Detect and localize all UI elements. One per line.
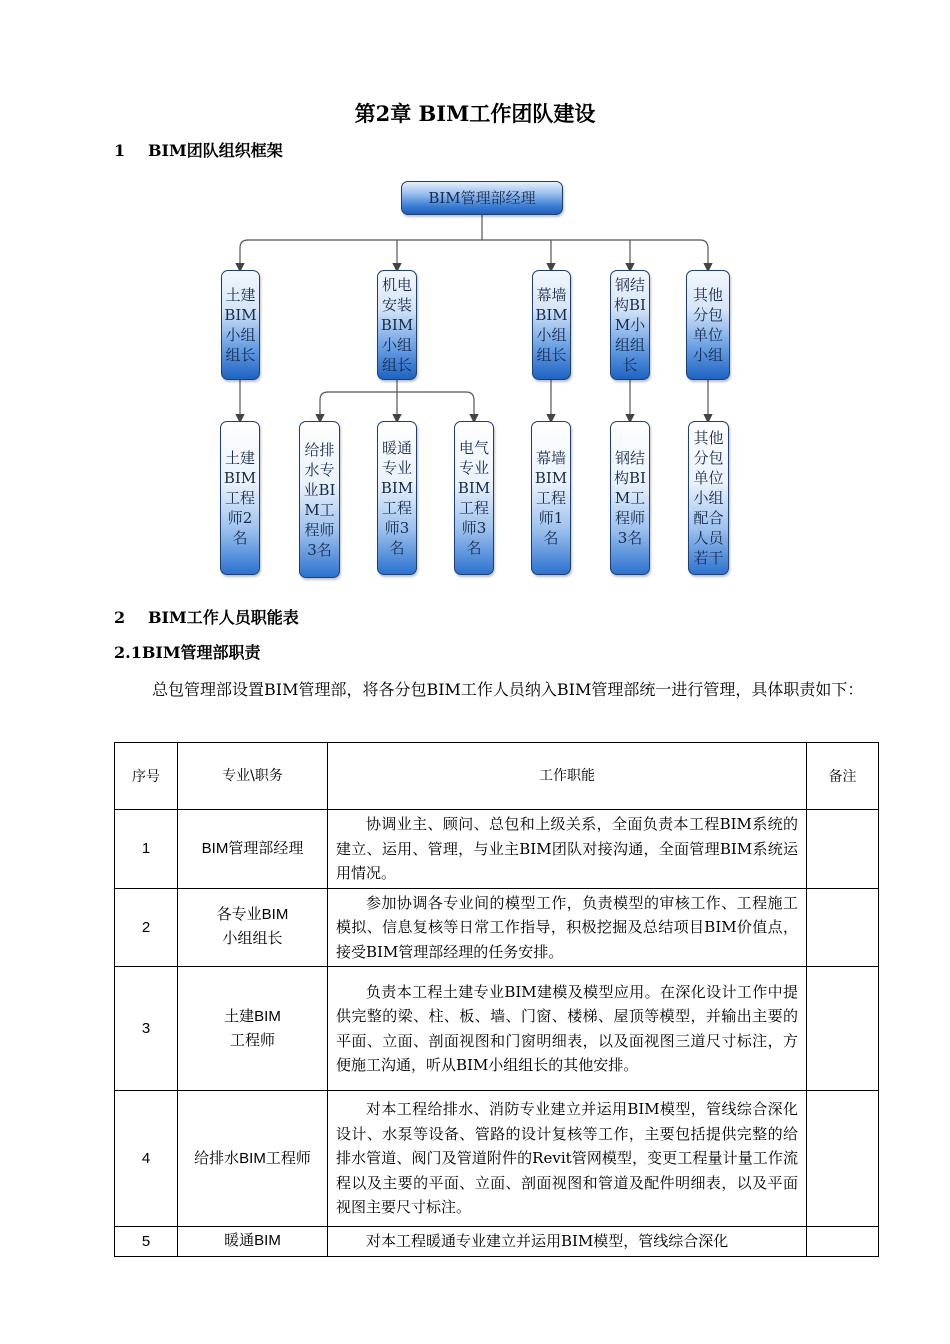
org-node-electrical-engineers: 电气专业BIM工程师3名 bbox=[454, 421, 494, 575]
header-no: 序号 bbox=[115, 743, 178, 810]
table-row bbox=[115, 1091, 879, 1227]
cell-duty: 对本工程暖通专业建立并运用BIM模型，管线综合深化 bbox=[328, 1227, 807, 1257]
chapter-title: 第2章 BIM工作团队建设 bbox=[354, 101, 596, 126]
cell-no: 4 bbox=[115, 1091, 178, 1227]
cell-no: 3 bbox=[115, 967, 178, 1091]
intro-paragraph: 总包管理部设置BIM管理部，将各分包BIM工作人员纳入BIM管理部统一进行管理，具体职责如下： bbox=[152, 680, 864, 699]
cell-duty: 参加协调各专业间的模型工作，负责模型的审核工作、工程施工模拟、信息复核等日常工作指导，积极挖掘及总结项目BIM价值点，接受BIM管理部经理的任务安排。 bbox=[328, 888, 807, 967]
table-row bbox=[115, 1227, 879, 1257]
cell-duty: 对本工程给排水、消防专业建立并运用BIM模型，管线综合深化设计、水泵等设备、管路的设计复核等工作，主要包括提供完整的给排水管道、阀门及管道附件的Revit管网模型，变更工程量计量工作流程以及主要的平面、立面、剖面视图和管道及配件明细表，以及平面视图主要尺寸标注。 bbox=[328, 1091, 807, 1227]
org-node-curtainwall-engineers: 幕墙BIM工程师1名 bbox=[531, 421, 571, 575]
section-heading-2 bbox=[114, 605, 299, 628]
cell-note bbox=[807, 1227, 879, 1257]
section-number: 1 bbox=[114, 141, 126, 160]
section-number: 2 bbox=[114, 608, 126, 627]
cell-note bbox=[807, 888, 879, 967]
section-title: BIM工作人员职能表 bbox=[148, 608, 299, 627]
section-heading-1 bbox=[114, 138, 283, 161]
org-node-mep-leader: 机电安装BIM小组组长 bbox=[377, 270, 417, 380]
cell-note bbox=[807, 1091, 879, 1227]
table-header-row bbox=[115, 743, 879, 810]
cell-role: 土建BIM工程师 bbox=[178, 967, 328, 1091]
org-node-bim-manager: BIM管理部经理 bbox=[401, 181, 563, 215]
cell-duty: 协调业主、顾问、总包和上级关系，全面负责本工程BIM系统的建立、运用、管理，与业主BIM团队对接沟通，全面管理BIM系统运用情况。 bbox=[328, 810, 807, 889]
subsection-heading: 2.1BIM管理部职责 bbox=[114, 643, 261, 662]
duty-table bbox=[114, 742, 879, 1257]
cell-role: 暖通BIM bbox=[178, 1227, 328, 1257]
section-title: BIM团队组织框架 bbox=[148, 141, 283, 160]
org-node-hvac-engineers: 暖通专业BIM工程师3名 bbox=[377, 421, 417, 575]
cell-no: 2 bbox=[115, 888, 178, 967]
cell-no: 1 bbox=[115, 810, 178, 889]
cell-no: 5 bbox=[115, 1227, 178, 1257]
org-node-subcontractor-group: 其他分包单位小组 bbox=[686, 270, 730, 380]
cell-note bbox=[807, 810, 879, 889]
header-role: 专业\职务 bbox=[178, 743, 328, 810]
org-node-plumbing-engineers: 给排水专业BIM工程师3名 bbox=[299, 421, 340, 578]
table-row bbox=[115, 967, 879, 1091]
org-node-civil-engineers: 土建BIM工程师2名 bbox=[220, 421, 260, 575]
org-node-steel-leader: 钢结构BIM小组组长 bbox=[610, 270, 650, 380]
org-node-steel-engineers: 钢结构BIM工程师3名 bbox=[610, 421, 650, 575]
header-duty: 工作职能 bbox=[328, 743, 807, 810]
cell-role: 给排水BIM工程师 bbox=[178, 1091, 328, 1227]
cell-duty: 负责本工程土建专业BIM建模及模型应用。在深化设计工作中提供完整的梁、柱、板、墙、门窗、楼梯、屋顶等模型，并输出主要的平面、立面、剖面视图和门窗明细表，以及面视图三道尺寸标注，方便施工沟通，听从BIM小组组长的其他安排。 bbox=[328, 967, 807, 1091]
org-node-subcontractor-staff: 其他分包单位小组配合人员若干 bbox=[688, 421, 729, 575]
cell-role: BIM管理部经理 bbox=[178, 810, 328, 889]
cell-note bbox=[807, 967, 879, 1091]
table-row bbox=[115, 888, 879, 967]
table-row bbox=[115, 810, 879, 889]
org-node-curtainwall-leader: 幕墙BIM小组组长 bbox=[532, 270, 571, 380]
cell-role: 各专业BIM小组组长 bbox=[178, 888, 328, 967]
org-node-civil-leader: 土建BIM小组组长 bbox=[221, 270, 260, 380]
header-note: 备注 bbox=[807, 743, 879, 810]
